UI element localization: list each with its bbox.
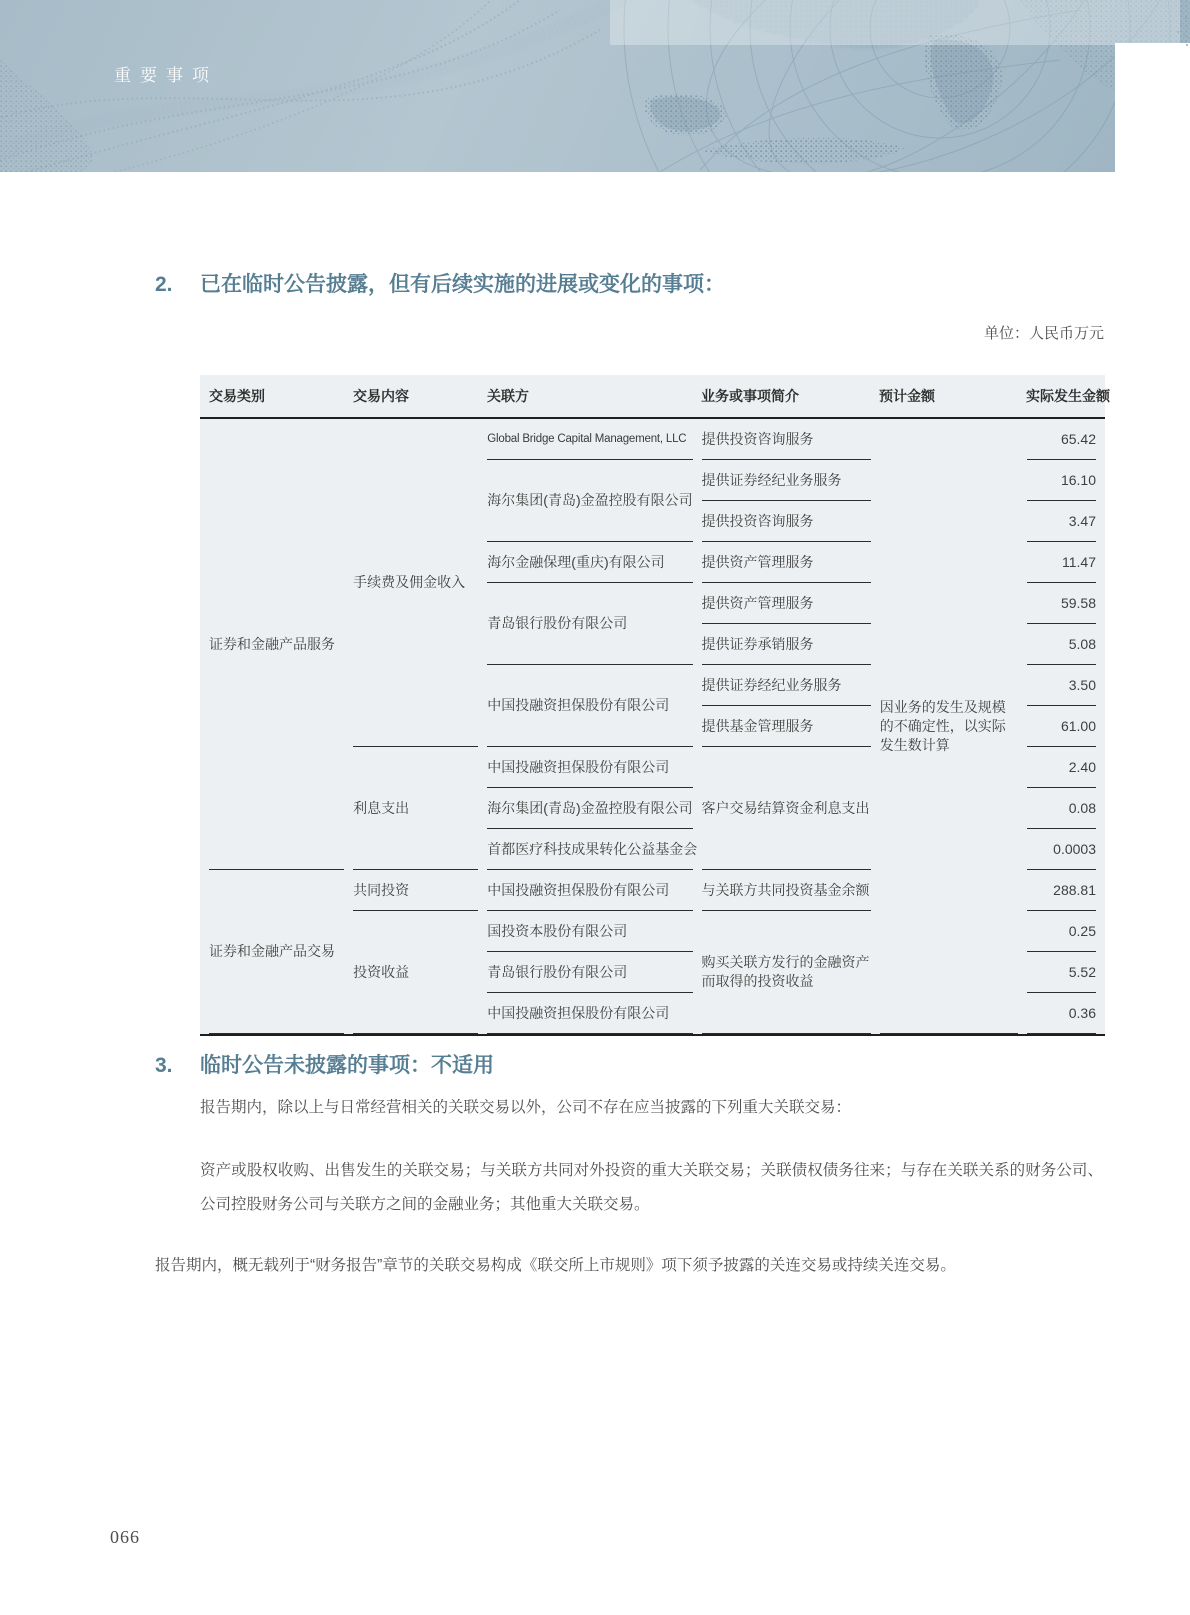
header-estimated-amount: 预计金额 (879, 388, 935, 404)
table-row (209, 419, 1096, 460)
paragraph-transaction-types: 资产或股权收购、出售发生的关联交易；与关联方共同对外投资的重大关联交易；关联债权债务往来；与存在关联关系的财务公司、公司控股财务公司与关联方之间的金融业务；其他重大关联交易。 (200, 1162, 1103, 1213)
section-2-number: 2. (155, 273, 173, 296)
cell-business: 提供投资咨询服务 (702, 501, 871, 542)
cell-party: 中国投融资担保股份有限公司 (487, 747, 692, 788)
cell-party: 国投资本股份有限公司 (487, 911, 692, 952)
cell-business: 购买关联方发行的金融资产而取得的投资收益 (702, 911, 871, 1034)
cell-actual: 288.81 (1027, 870, 1096, 911)
banner-title: 重要事项 (114, 66, 218, 85)
cell-actual: 65.42 (1027, 419, 1096, 460)
cell-business: 与关联方共同投资基金余额 (702, 870, 871, 911)
cell-actual: 59.58 (1027, 583, 1096, 624)
section-3-heading (0, 1053, 1190, 1079)
cell-party: 海尔集团(青岛)金盈控股有限公司 (487, 788, 692, 829)
table-header-row (200, 375, 1110, 417)
cell-party: 中国投融资担保股份有限公司 (487, 665, 692, 747)
cell-actual: 0.36 (1027, 993, 1096, 1034)
corner-speckle-decoration (1166, 10, 1190, 60)
cell-estimated: 因业务的发生及规模的不确定性，以实际发生数计算 (880, 419, 1018, 1034)
cell-content: 投资收益 (353, 911, 478, 1034)
paragraph-listing-rules-note: 报告期内，概无载列于“财务报告”章节的关联交易构成《联交所上市规则》项下须予披露的关连交易或持续关连交易。 (155, 1257, 956, 1274)
header-business-description: 业务或事项简介 (701, 388, 799, 404)
header-transaction-content: 交易内容 (353, 388, 409, 404)
cell-actual: 5.08 (1027, 624, 1096, 665)
cell-content: 利息支出 (353, 747, 478, 870)
table-body (200, 419, 1105, 1034)
cell-business: 提供资产管理服务 (702, 583, 871, 624)
section-3-number: 3. (155, 1054, 173, 1077)
unit-label: 单位：人民币万元 (983, 325, 1104, 342)
cell-party: 海尔金融保理(重庆)有限公司 (487, 542, 692, 583)
cell-actual: 0.25 (1027, 911, 1096, 952)
cell-actual: 5.52 (1027, 952, 1096, 993)
section-2-heading (0, 272, 1190, 298)
cell-party: 首都医疗科技成果转化公益基金会 (487, 829, 692, 870)
cell-party: 海尔集团(青岛)金盈控股有限公司 (487, 460, 692, 542)
cell-actual: 61.00 (1027, 706, 1096, 747)
cell-business: 提供证券承销服务 (702, 624, 871, 665)
cell-business: 提供基金管理服务 (702, 706, 871, 747)
cell-business: 提供投资咨询服务 (702, 419, 871, 460)
cell-actual: 11.47 (1027, 542, 1096, 583)
cell-actual: 2.40 (1027, 747, 1096, 788)
page-number: 066 (110, 1527, 140, 1547)
cell-party: Global Bridge Capital Management, LLC (487, 419, 692, 460)
section-2-title: 已在临时公告披露，但有后续实施的进展或变化的事项： (200, 273, 725, 296)
cell-party: 青岛银行股份有限公司 (487, 583, 692, 665)
cell-business: 提供证券经纪业务服务 (702, 665, 871, 706)
header-related-party: 关联方 (487, 388, 529, 404)
section-3-title: 临时公告未披露的事项：不适用 (200, 1054, 494, 1077)
cell-actual: 3.47 (1027, 501, 1096, 542)
cell-party: 青岛银行股份有限公司 (487, 952, 692, 993)
cell-actual: 0.0003 (1027, 829, 1096, 870)
banner-white-corner (1115, 43, 1190, 172)
related-party-transactions-table (200, 375, 1110, 1036)
cell-actual: 0.08 (1027, 788, 1096, 829)
header-transaction-category: 交易类别 (209, 388, 265, 404)
cell-business: 客户交易结算资金利息支出 (702, 747, 871, 870)
cell-content: 手续费及佣金收入 (353, 419, 478, 747)
cell-business: 提供资产管理服务 (702, 542, 871, 583)
page-header-banner (0, 0, 1190, 172)
cell-actual: 16.10 (1027, 460, 1096, 501)
cell-category: 证券和金融产品服务 (209, 419, 344, 870)
cell-category: 证券和金融产品交易 (209, 870, 344, 1034)
cell-party: 中国投融资担保股份有限公司 (487, 993, 692, 1034)
cell-party: 中国投融资担保股份有限公司 (487, 870, 692, 911)
paragraph-report-period-intro: 报告期内，除以上与日常经营相关的关联交易以外，公司不存在应当披露的下列重大关联交易： (200, 1099, 852, 1116)
cell-content: 共同投资 (353, 870, 478, 911)
header-actual-amount: 实际发生金额 (1026, 388, 1110, 404)
cell-actual: 3.50 (1027, 665, 1096, 706)
cell-business: 提供证券经纪业务服务 (702, 460, 871, 501)
banner-overlay-rectangle (610, 0, 1180, 45)
